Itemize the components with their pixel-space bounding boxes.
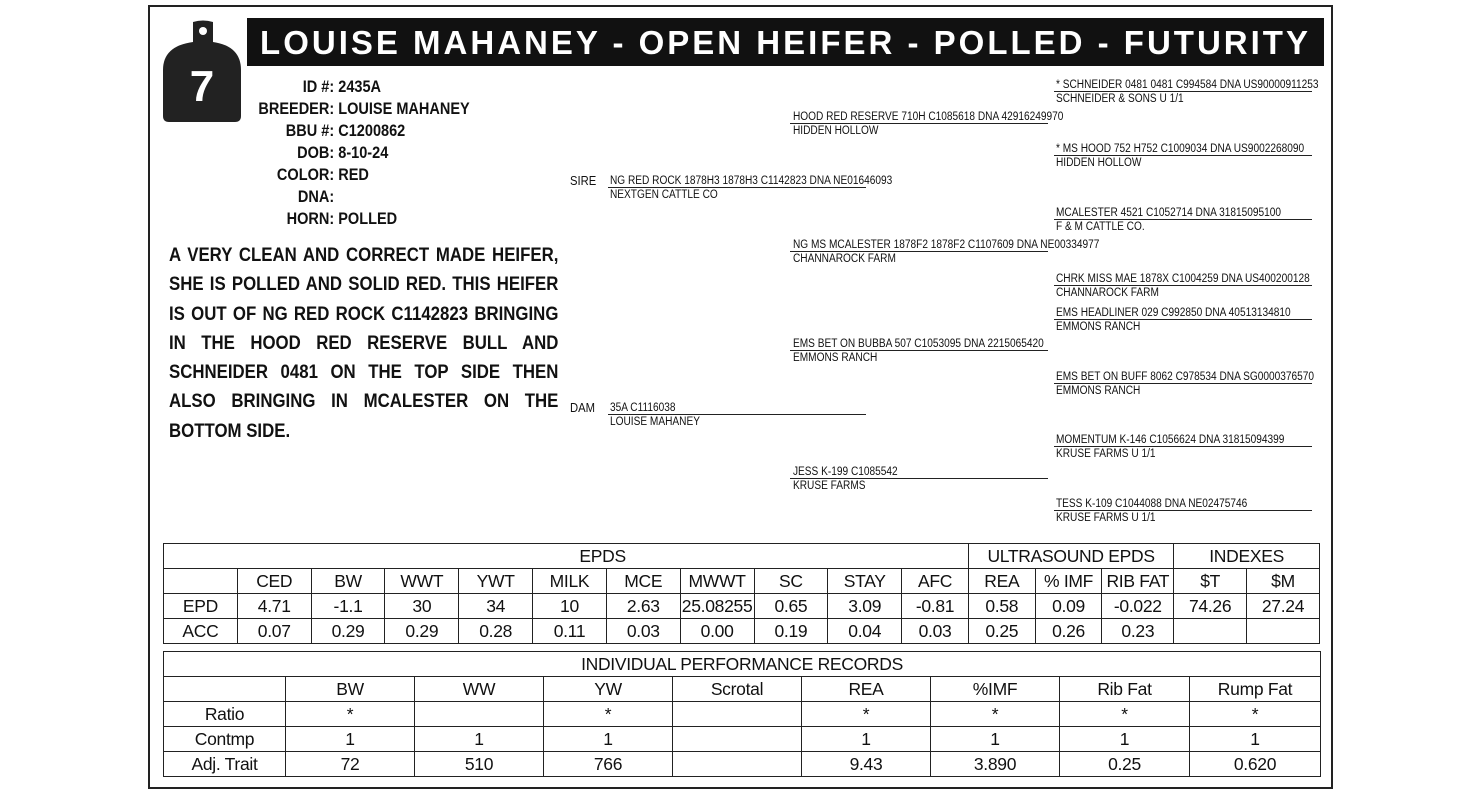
row-label: Adj. Trait [164, 752, 286, 777]
card-title: LOUISE MAHANEY - OPEN HEIFER - POLLED - FUTURITY [247, 18, 1324, 66]
col-header: YWT [459, 569, 533, 594]
info-bbu: BBU #: C1200862 [285, 122, 406, 140]
pedigree-sire-dam: NG MS MCALESTER 1878F2 1878F2 C1107609 DNA NE00334977 CHANNAROCK FARM [793, 239, 1100, 265]
info-dna: DNA: [297, 188, 335, 206]
table-row: Ratio * * * * * * [164, 702, 1321, 727]
epd-cell: 27.24 [1247, 594, 1320, 619]
col-header: MCE [606, 569, 680, 594]
col-header: REA [968, 569, 1035, 594]
acc-cell: 0.25 [968, 619, 1035, 644]
col-header: % IMF [1035, 569, 1102, 594]
col-header: $T [1174, 569, 1247, 594]
epd-cell: 0.09 [1035, 594, 1102, 619]
acc-cell: 0.04 [828, 619, 902, 644]
pedigree-sire: NG RED ROCK 1878H3 1878H3 C1142823 DNA NE01646093 NEXTGEN CATTLE CO [610, 175, 893, 201]
col-header: CED [237, 569, 311, 594]
row-label: Contmp [164, 727, 286, 752]
table-row [164, 619, 1320, 644]
epd-cell: 30 [385, 594, 459, 619]
row-label: EPD [164, 594, 238, 619]
pedigree-dam-dam: JESS K-199 C1085542 KRUSE FARMS [793, 466, 898, 492]
acc-cell: 0.29 [385, 619, 459, 644]
epds-header: EPDS [237, 544, 968, 569]
pedigree-dsd: EMS BET ON BUFF 8062 C978534 DNA SG0000376570 EMMONS RANCH [1056, 371, 1315, 397]
epd-table [163, 543, 1320, 644]
pedigree-sire-sire: HOOD RED RESERVE 710H C1085618 DNA 42916249970 HIDDEN HOLLOW [793, 111, 1064, 137]
row-label: Ratio [164, 702, 286, 727]
pedigree-dam-sire: EMS BET ON BUBBA 507 C1053095 DNA 2215065420 EMMONS RANCH [793, 338, 1044, 364]
col-header: Rib Fat [1060, 677, 1190, 702]
col-header: RIB FAT [1102, 569, 1174, 594]
col-header: STAY [828, 569, 902, 594]
table-row [164, 594, 1320, 619]
info-dob: DOB: 8-10-24 [297, 144, 389, 162]
sire-label: SIRE [570, 174, 597, 188]
epd-cell: 4.71 [237, 594, 311, 619]
performance-records-table [163, 651, 1321, 777]
pedigree-sss: * SCHNEIDER 0481 0481 C994584 DNA US90000911253 SCHNEIDER & SONS U 1/1 [1056, 79, 1319, 105]
col-header: MWWT [680, 569, 754, 594]
ultrasound-header: ULTRASOUND EPDS [968, 544, 1173, 569]
acc-cell: 0.00 [680, 619, 754, 644]
epd-cell: -1.1 [311, 594, 385, 619]
epd-cell: 74.26 [1174, 594, 1247, 619]
info-horn: HORN: POLLED [286, 210, 398, 228]
pedigree-sdd: CHRK MISS MAE 1878X C1004259 DNA US400200128 CHANNAROCK FARM [1056, 273, 1310, 299]
col-header: Rump Fat [1190, 677, 1321, 702]
dam-label: DAM [570, 401, 596, 415]
col-header: BW [286, 677, 415, 702]
epd-cell: -0.81 [902, 594, 969, 619]
pedigree-ddd: TESS K-109 C1044088 DNA NE02475746 KRUSE FARMS U 1/1 [1056, 498, 1248, 524]
performance-records-title: INDIVIDUAL PERFORMANCE RECORDS [164, 652, 1321, 677]
col-header: REA [802, 677, 931, 702]
table-row: Contmp 1 1 1 1 1 1 1 [164, 727, 1321, 752]
acc-cell [1174, 619, 1247, 644]
epd-cell: 0.65 [754, 594, 828, 619]
acc-cell [1247, 619, 1320, 644]
acc-cell: 0.29 [311, 619, 385, 644]
pedigree-dam: 35A C1116038 LOUISE MAHANEY [610, 402, 700, 428]
acc-cell: 0.11 [533, 619, 607, 644]
acc-cell: 0.23 [1102, 619, 1174, 644]
lot-number: 7 [189, 62, 215, 111]
col-header: $M [1247, 569, 1320, 594]
epd-cell: 34 [459, 594, 533, 619]
col-header: YW [544, 677, 673, 702]
info-color: COLOR: RED [276, 166, 369, 184]
info-id: ID #: 2435A [302, 78, 382, 96]
table-row: Adj. Trait 72 510 766 9.43 3.890 0.25 0.620 [164, 752, 1321, 777]
indexes-header: INDEXES [1174, 544, 1320, 569]
epd-cell: 10 [533, 594, 607, 619]
epd-cell: 3.09 [828, 594, 902, 619]
acc-cell: 0.07 [237, 619, 311, 644]
pedigree-dds: MOMENTUM K-146 C1056624 DNA 31815094399 KRUSE FARMS U 1/1 [1056, 434, 1285, 460]
pedigree-ssd: * MS HOOD 752 H752 C1009034 DNA US9002268090 HIDDEN HOLLOW [1056, 143, 1305, 169]
acc-cell: 0.03 [606, 619, 680, 644]
acc-cell: 0.26 [1035, 619, 1102, 644]
epd-cell: 0.58 [968, 594, 1035, 619]
col-header: %IMF [931, 677, 1060, 702]
epd-cell: 2.63 [606, 594, 680, 619]
col-header: SC [754, 569, 828, 594]
col-header: AFC [902, 569, 969, 594]
col-header: Scrotal [673, 677, 802, 702]
col-header: BW [311, 569, 385, 594]
acc-cell: 0.19 [754, 619, 828, 644]
pedigree-sds: MCALESTER 4521 C1052714 DNA 31815095100 F & M CATTLE CO. [1056, 207, 1282, 233]
info-breeder: BREEDER: LOUISE MAHANEY [258, 100, 470, 118]
epd-cell: 25.08255 [680, 594, 754, 619]
col-header: WW [415, 677, 544, 702]
row-label: ACC [164, 619, 238, 644]
epd-cell: -0.022 [1102, 594, 1174, 619]
pedigree-dss: EMS HEADLINER 029 C992850 DNA 40513134810 EMMONS RANCH [1056, 307, 1291, 333]
description: A VERY CLEAN AND CORRECT MADE HEIFER, SHE IS POLLED AND SOLID RED. THIS HEIFER IS OUT OF NG RED ROCK C1142823 BRINGING IN THE HOOD RED RESERVE BULL AND SCHNEIDER 0481 ON THE TOP SIDE THEN ALSO BRINGING IN MCALESTER ON THE BOTTOM SIDE. [169, 245, 559, 442]
col-header: WWT [385, 569, 459, 594]
acc-cell: 0.28 [459, 619, 533, 644]
col-header: MILK [533, 569, 607, 594]
acc-cell: 0.03 [902, 619, 969, 644]
